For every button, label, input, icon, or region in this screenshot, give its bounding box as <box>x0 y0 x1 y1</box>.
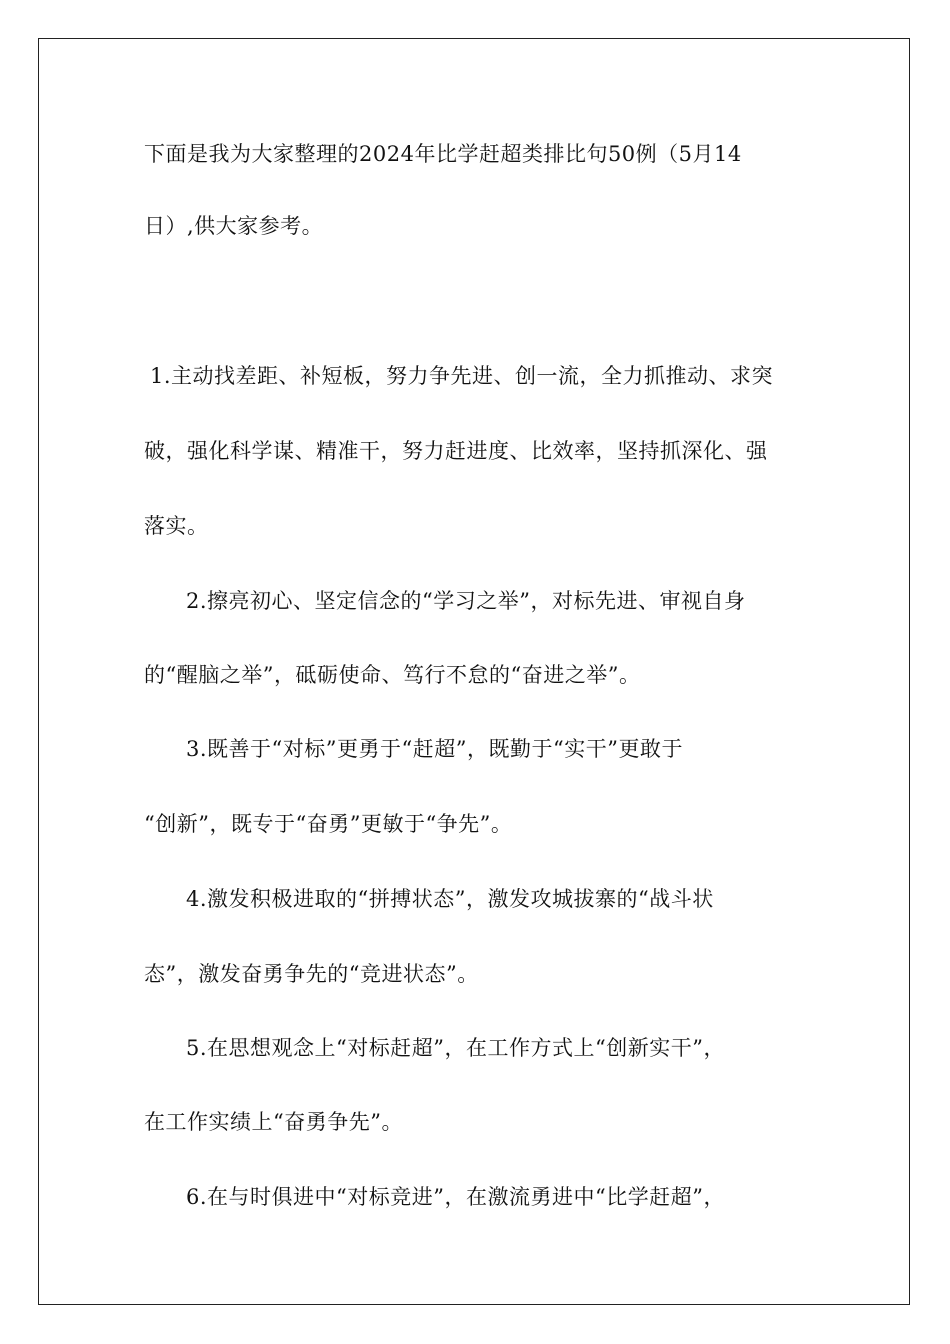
item-5-line: 在工作实绩上“奋勇争先”。 <box>144 1110 403 1134</box>
item-1-line: 破，强化科学谋、精准干，努力赶进度、比效率，坚持抓深化、强 <box>144 439 768 463</box>
item-1-line: 落实。 <box>144 514 209 538</box>
item-3-line: “创新”，既专于“奋勇”更敏于“争先”。 <box>144 812 513 836</box>
item-4-line: 4.激发积极进取的“拼搏状态”，激发攻城拔寨的“战斗状 <box>186 887 714 911</box>
intro-line: 下面是我为大家整理的2024年比学赶超类排比句50例（5月14 <box>144 142 742 166</box>
item-2-line: 的“醒脑之举”，砥砺使命、笃行不怠的“奋进之举”。 <box>144 663 641 687</box>
item-3-line: 3.既善于“对标”更勇于“赶超”，既勤于“实干”更敢于 <box>186 737 683 761</box>
item-6-line: 6.在与时俱进中“对标竞进”，在激流勇进中“比学赶超”， <box>186 1185 725 1209</box>
item-1-line: 1.主动找差距、补短板，努力争先进、创一流，全力抓推动、求突 <box>150 364 774 388</box>
item-4-line: 态”，激发奋勇争先的“竞进状态”。 <box>144 962 479 986</box>
item-2-line: 2.擦亮初心、坚定信念的“学习之举”，对标先进、审视自身 <box>186 589 746 613</box>
item-5-line: 5.在思想观念上“对标赶超”，在工作方式上“创新实干”， <box>186 1036 725 1060</box>
intro-line: 日）,供大家参考。 <box>144 214 324 238</box>
